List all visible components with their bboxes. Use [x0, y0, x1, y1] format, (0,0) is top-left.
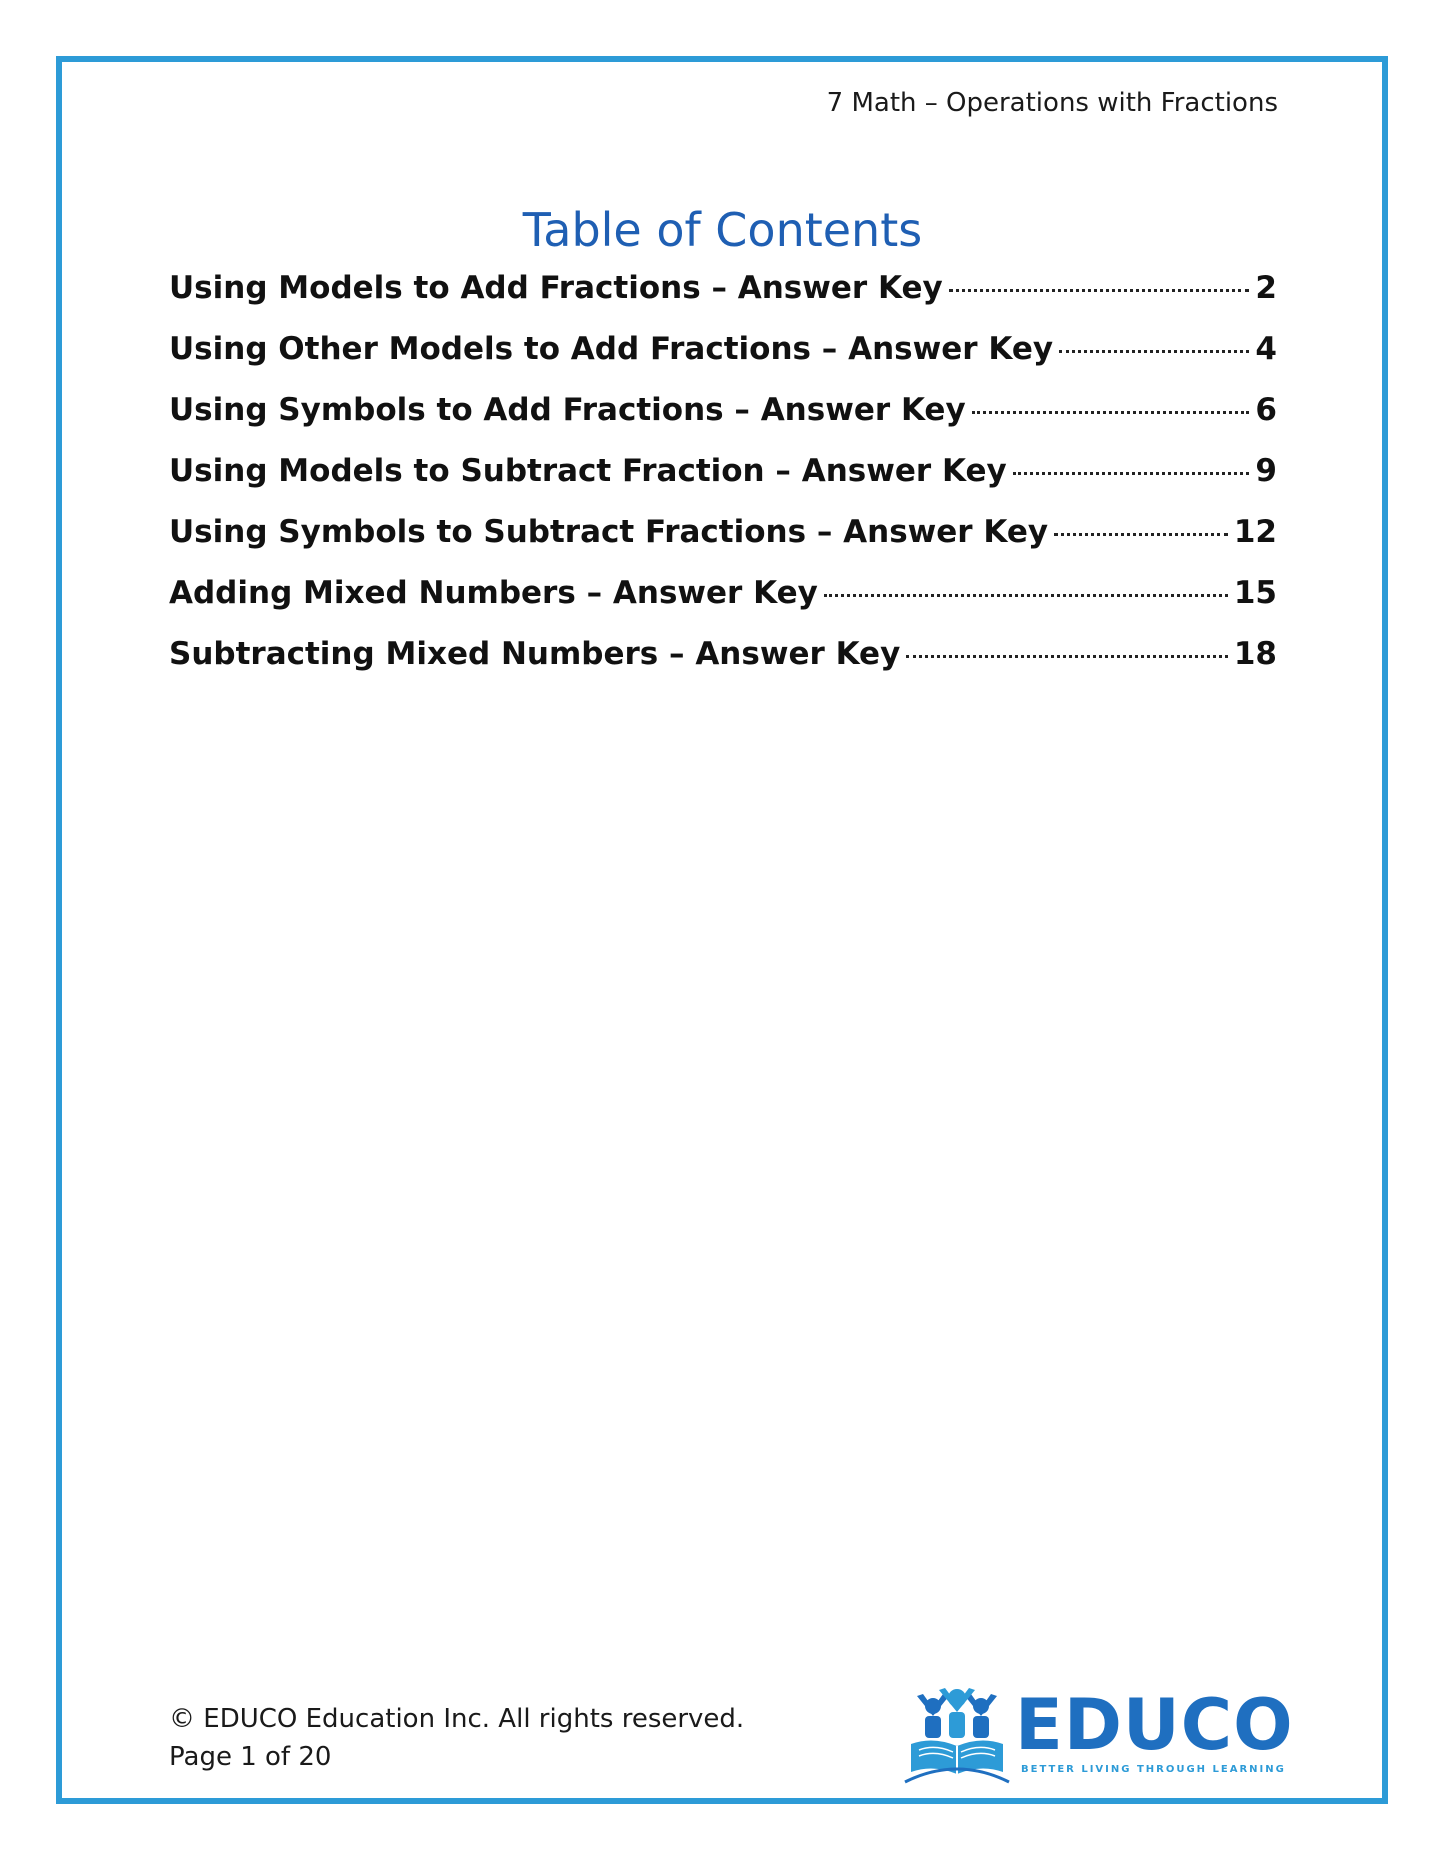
toc-entry[interactable]: [169, 636, 1277, 697]
toc-entry-page: 18: [1233, 636, 1277, 672]
toc-entry-label: Subtracting Mixed Numbers – Answer Key: [169, 636, 901, 672]
toc-leader-dots: [1054, 533, 1228, 536]
toc-leader-dots: [906, 655, 1228, 658]
toc-leader-dots: [949, 289, 1250, 292]
toc-entry[interactable]: [169, 453, 1277, 514]
toc-entry[interactable]: [169, 270, 1277, 331]
page-number: Page 1 of 20: [169, 1742, 332, 1772]
toc-entry-label: Using Symbols to Subtract Fractions – Answer Key: [169, 514, 1049, 550]
table-of-contents: [169, 270, 1277, 697]
toc-entry-label: Adding Mixed Numbers – Answer Key: [169, 575, 818, 611]
logo-tagline: BETTER LIVING THROUGH LEARNING: [1021, 1764, 1286, 1775]
toc-leader-dots: [1013, 472, 1250, 475]
toc-leader-dots: [1059, 350, 1249, 353]
toc-entry[interactable]: [169, 575, 1277, 636]
toc-title: Table of Contents: [522, 203, 923, 257]
toc-leader-dots: [824, 594, 1228, 597]
toc-entry-page: 15: [1233, 575, 1277, 611]
toc-entry-page: 12: [1233, 514, 1277, 550]
educo-logo: [903, 1684, 1294, 1786]
toc-entry-label: Using Models to Subtract Fraction – Answer Key: [169, 453, 1007, 489]
toc-entry[interactable]: [169, 392, 1277, 453]
toc-entry-page: 4: [1255, 331, 1277, 367]
toc-entry-page: 2: [1255, 270, 1277, 306]
page-footer: [169, 1700, 744, 1776]
people-book-icon: [903, 1686, 1011, 1786]
toc-entry-page: 9: [1255, 453, 1277, 489]
toc-leader-dots: [972, 411, 1250, 414]
toc-entry[interactable]: [169, 514, 1277, 575]
toc-entry-label: Using Other Models to Add Fractions – Answer Key: [169, 331, 1054, 367]
toc-entry-label: Using Symbols to Add Fractions – Answer Key: [169, 392, 966, 428]
toc-entry-page: 6: [1255, 392, 1277, 428]
toc-entry-label: Using Models to Add Fractions – Answer Key: [169, 270, 943, 306]
page-header: 7 Math – Operations with Fractions: [826, 88, 1278, 118]
copyright-notice: © EDUCO Education Inc. All rights reserved.: [169, 1704, 745, 1734]
toc-entry[interactable]: [169, 331, 1277, 392]
logo-wordmark: EDUCO: [1015, 1684, 1294, 1766]
